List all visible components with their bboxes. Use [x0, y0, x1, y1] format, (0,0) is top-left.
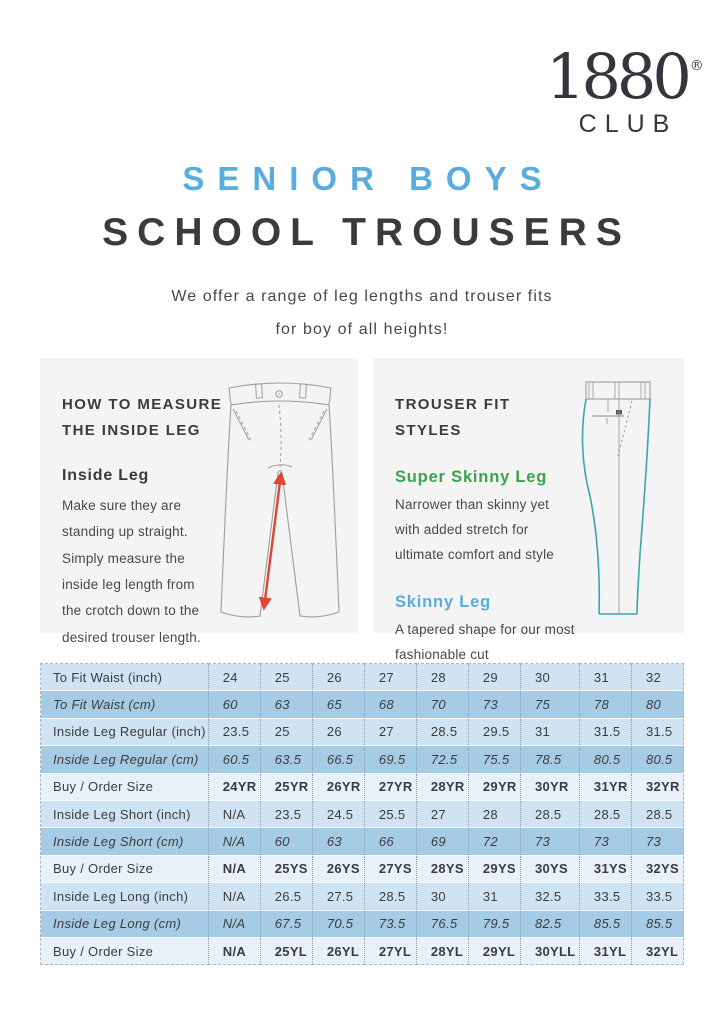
table-cell: 28.5 — [579, 800, 631, 827]
table-cell: 25YS — [260, 855, 312, 882]
brand-logo-club: CLUB — [578, 110, 678, 138]
table-row-label: Inside Leg Long (inch) — [41, 883, 209, 910]
fit-style-skinny-name: Skinny Leg — [395, 592, 492, 611]
table-cell: 28.5 — [631, 800, 683, 827]
measure-heading-line1: HOW TO MEASURE — [62, 396, 223, 413]
table-row — [41, 828, 684, 855]
table-cell: 63.5 — [260, 746, 312, 773]
table-row — [41, 691, 684, 718]
table-row-label: To Fit Waist (inch) — [41, 664, 209, 691]
table-cell: 31 — [520, 718, 579, 745]
table-cell: 25YL — [260, 937, 312, 964]
table-cell: 69.5 — [364, 746, 416, 773]
table-cell: 76.5 — [416, 910, 468, 937]
table-cell: 26YS — [312, 855, 364, 882]
table-cell: 28YR — [416, 773, 468, 800]
table-cell: 69 — [416, 828, 468, 855]
table-cell: 28 — [468, 800, 520, 827]
table-cell: 30YS — [520, 855, 579, 882]
table-cell: 82.5 — [520, 910, 579, 937]
table-cell: 65 — [312, 691, 364, 718]
table-cell: 27YS — [364, 855, 416, 882]
table-cell: 75 — [520, 691, 579, 718]
table-cell: 30 — [520, 664, 579, 691]
table-cell: 66.5 — [312, 746, 364, 773]
table-cell: 30YLL — [520, 937, 579, 964]
table-cell: 27YR — [364, 773, 416, 800]
table-cell: 27 — [416, 800, 468, 827]
table-row — [41, 883, 684, 910]
table-row-label: To Fit Waist (cm) — [41, 691, 209, 718]
table-cell: 80.5 — [631, 746, 683, 773]
fit-style-super-skinny-description: Narrower than skinny yet with added stretch for ultimate comfort and style — [395, 497, 555, 562]
table-cell: 31YL — [579, 937, 631, 964]
table-cell: 29 — [468, 664, 520, 691]
table-cell: 28.5 — [416, 718, 468, 745]
table-cell: 73 — [520, 828, 579, 855]
table-cell: 31.5 — [579, 718, 631, 745]
fit-style-super-skinny-name: Super Skinny Leg — [395, 468, 548, 486]
table-cell: 32 — [645, 669, 662, 685]
table-cell: 29YL — [468, 937, 520, 964]
table-cell: 63 — [312, 828, 364, 855]
size-table-body — [41, 664, 684, 965]
page-title-line1: SENIOR BOYS — [182, 160, 555, 197]
table-cell: 33.5 — [631, 883, 683, 910]
table-cell: 26YL — [312, 937, 364, 964]
table-cell: 27 — [364, 664, 416, 691]
table-cell: 24YR — [208, 773, 260, 800]
table-cell: N/A — [208, 910, 260, 937]
trouser-fit-panel — [373, 358, 684, 662]
table-cell: 32YR — [631, 773, 683, 800]
fit-heading-line2: STYLES — [395, 421, 462, 439]
table-cell: 29.5 — [468, 718, 520, 745]
measure-instructions: Make sure they are standing up straight. Simply measure the inside leg length from the crotch down to the desired trouser length. — [62, 498, 201, 645]
table-cell: 27YL — [364, 937, 416, 964]
table-cell: 73.5 — [364, 910, 416, 937]
table-cell: 28.5 — [364, 883, 416, 910]
brand-logo-1880: 1880 ® — [546, 40, 704, 113]
table-cell: 33.5 — [579, 883, 631, 910]
table-cell: 25YR — [260, 773, 312, 800]
table-cell: 24.5 — [312, 800, 364, 827]
table-cell: 32YL — [631, 937, 683, 964]
table-cell: 25.5 — [364, 800, 416, 827]
subtitle-line1: We offer a range of leg lengths and trouser fits — [171, 288, 553, 305]
table-cell: N/A — [208, 883, 260, 910]
table-cell: 79.5 — [468, 910, 520, 937]
table-cell: 26 — [312, 664, 364, 691]
table-cell: 29YS — [468, 855, 520, 882]
table-cell: 73 — [631, 828, 683, 855]
table-cell: 26.5 — [260, 883, 312, 910]
table-row-label: Inside Leg Regular (cm) — [41, 746, 209, 773]
table-cell: 72 — [468, 828, 520, 855]
table-cell: 70 — [416, 691, 468, 718]
table-cell: 31YR — [579, 773, 631, 800]
table-row-label: Buy / Order Size — [41, 937, 209, 964]
subtitle-line2: for boy of all heights! — [275, 320, 449, 338]
info-panels — [40, 358, 684, 662]
table-cell: 30YR — [520, 773, 579, 800]
table-row — [41, 800, 684, 827]
table-cell: 73 — [579, 828, 631, 855]
table-cell: 27.5 — [312, 883, 364, 910]
fit-heading-line1: TROUSER FIT — [395, 396, 511, 413]
table-cell: 78 — [579, 691, 631, 718]
table-cell: 29YR — [468, 773, 520, 800]
table-cell: 25 — [260, 664, 312, 691]
table-cell: 70.5 — [312, 910, 364, 937]
table-cell: 23.5 — [208, 718, 260, 745]
table-row — [41, 718, 684, 745]
trousers-front-diagram — [212, 372, 348, 622]
page-subtitle — [0, 281, 724, 347]
table-row — [41, 664, 684, 691]
table-cell: 60 — [208, 691, 260, 718]
trousers-side-diagram — [576, 374, 658, 618]
table-row-label: Inside Leg Short (inch) — [41, 800, 209, 827]
table-cell: 24 — [208, 664, 260, 691]
brand-logo — [546, 40, 704, 139]
table-cell: 32YS — [631, 855, 683, 882]
table-cell: N/A — [208, 937, 260, 964]
table-cell: 25 — [260, 718, 312, 745]
table-cell: 27 — [364, 718, 416, 745]
table-row-label: Inside Leg Short (cm) — [41, 828, 209, 855]
table-cell: N/A — [208, 800, 260, 827]
table-cell: N/A — [208, 828, 260, 855]
table-row — [41, 746, 684, 773]
table-cell: 67.5 — [260, 910, 312, 937]
inside-leg-subheading: Inside Leg — [62, 467, 150, 484]
table-cell: 78.5 — [520, 746, 579, 773]
table-cell: 66 — [364, 828, 416, 855]
table-cell: 31 — [579, 664, 631, 691]
table-row-label: Buy / Order Size — [41, 773, 209, 800]
table-cell: N/A — [208, 855, 260, 882]
table-cell: 72.5 — [416, 746, 468, 773]
table-row — [41, 855, 684, 882]
table-row — [41, 937, 684, 964]
table-row-label: Inside Leg Regular (inch) — [41, 718, 209, 745]
table-cell: 30 — [416, 883, 468, 910]
table-cell: 28 — [416, 664, 468, 691]
table-cell: 31.5 — [631, 718, 683, 745]
fit-style-skinny-description: A tapered shape for our most fashionable cut — [395, 621, 575, 662]
table-cell: 28YS — [416, 855, 468, 882]
table-cell: 60.5 — [208, 746, 260, 773]
table-cell: 26YR — [312, 773, 364, 800]
table-cell: 28.5 — [520, 800, 579, 827]
registered-trademark-icon: ® — [689, 58, 704, 74]
table-row-label: Inside Leg Long (cm) — [41, 910, 209, 937]
table-row — [41, 910, 684, 937]
table-row-label: Buy / Order Size — [41, 855, 209, 882]
table-cell: 80.5 — [579, 746, 631, 773]
table-cell: 23.5 — [260, 800, 312, 827]
table-row — [41, 773, 684, 800]
table-cell: 75.5 — [468, 746, 520, 773]
table-cell: 60 — [260, 828, 312, 855]
page-title-line2: SCHOOL TROUSERS — [102, 211, 631, 254]
table-cell: 63 — [260, 691, 312, 718]
table-cell: 31 — [468, 883, 520, 910]
table-cell: 31YS — [579, 855, 631, 882]
table-cell: 85.5 — [631, 910, 683, 937]
table-cell: 26 — [312, 718, 364, 745]
table-cell: 68 — [364, 691, 416, 718]
table-cell: 28YL — [416, 937, 468, 964]
how-to-measure-panel — [40, 358, 358, 645]
table-cell: 85.5 — [579, 910, 631, 937]
table-cell: 73 — [468, 691, 520, 718]
table-cell: 32.5 — [520, 883, 579, 910]
size-table — [40, 663, 684, 965]
measure-heading-line2: THE INSIDE LEG — [62, 421, 201, 439]
table-cell: 80 — [631, 691, 683, 718]
title-block — [0, 160, 724, 347]
